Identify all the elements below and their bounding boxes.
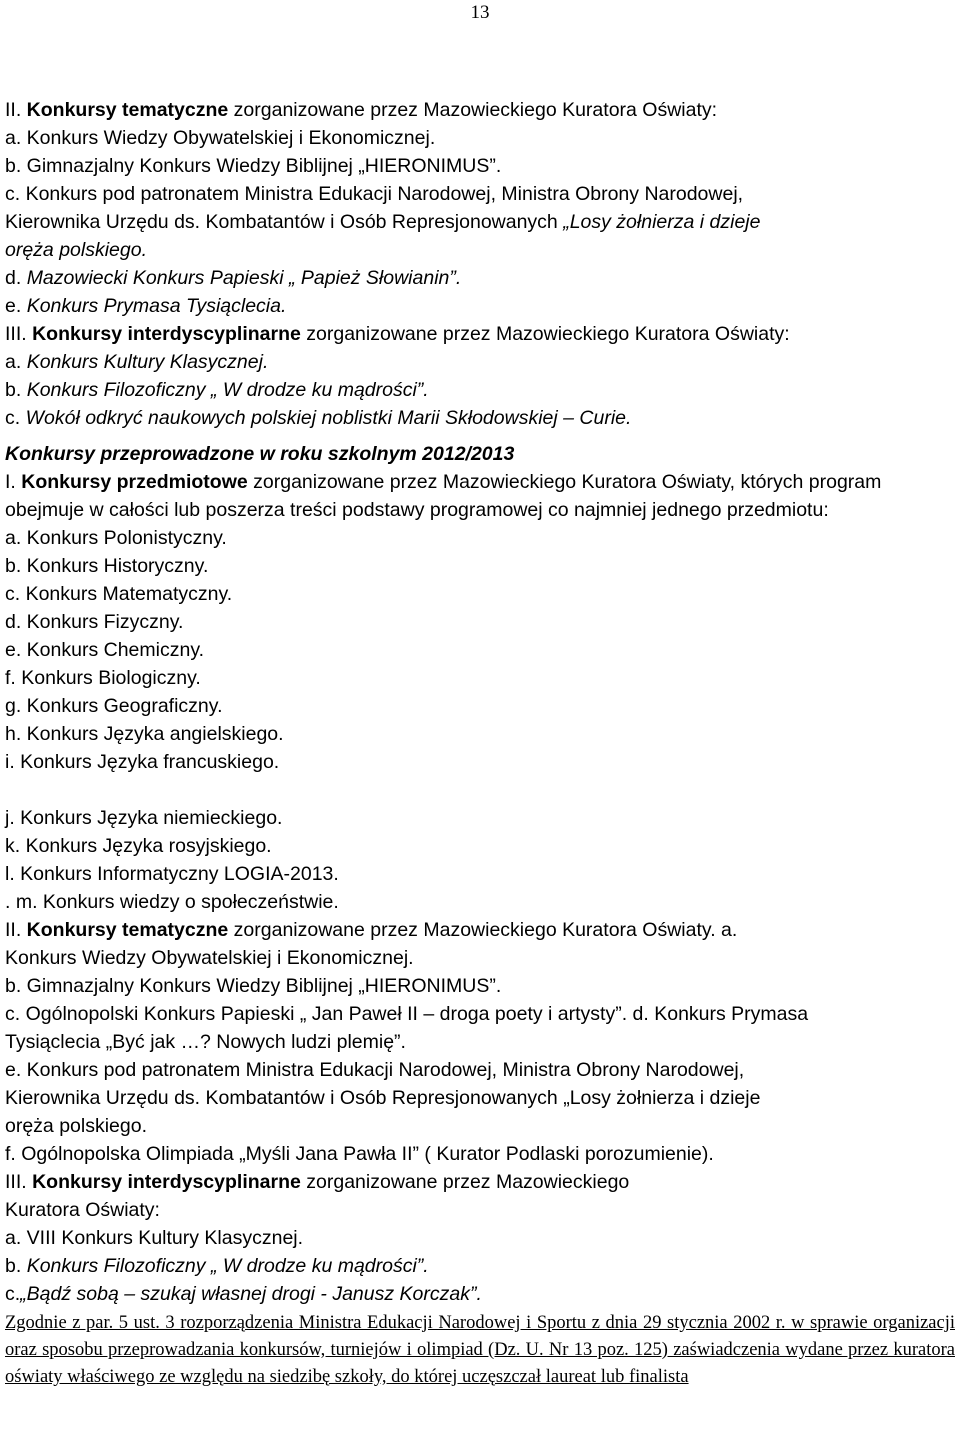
list-item: c. Ogólnopolski Konkurs Papieski „ Jan Paweł II – droga poety i artysty”. d. Konkurs Prymasa: [5, 1003, 809, 1025]
spacer: [5, 776, 955, 804]
list-item: b. Gimnazjalny Konkurs Wiedzy Biblijnej „HIERONIMUS”.: [5, 975, 502, 997]
list-item: Kierownika Urzędu ds. Kombatantów i Osób Represjonowanych „Losy żołnierza i dzieje: [5, 1087, 761, 1109]
list-item: g. Konkurs Geograficzny.: [5, 695, 223, 717]
list-item: l. Konkurs Informatyczny LOGIA-2013.: [5, 863, 339, 885]
list-item: c. Konkurs pod patronatem Ministra Edukacji Narodowej, Ministra Obrony Narodowej,: [5, 183, 744, 205]
list-item: b. Konkurs Historyczny.: [5, 555, 209, 577]
list-item: oręża polskiego.: [5, 239, 148, 261]
list-item: e. Konkurs Chemiczny.: [5, 639, 205, 661]
page-number: 13: [470, 2, 490, 23]
list-item: II. Konkursy tematyczne zorganizowane przez Mazowieckiego Kuratora Oświaty. a.: [5, 919, 738, 941]
list-item: c. Konkurs Matematyczny.: [5, 583, 233, 605]
list-item: b. Gimnazjalny Konkurs Wiedzy Biblijnej „HIERONIMUS”.: [5, 155, 502, 177]
list-item: k. Konkurs Języka rosyjskiego.: [5, 835, 272, 857]
list-item: a. Konkurs Wiedzy Obywatelskiej i Ekonomicznej.: [5, 127, 436, 149]
list-item: III. Konkursy interdyscyplinarne zorganizowane przez Mazowieckiego: [5, 1171, 630, 1193]
section-heading: Konkursy przeprowadzone w roku szkolnym 2012/2013: [5, 443, 515, 465]
intro-paragraph: I. Konkursy przedmiotowe zorganizowane przez Mazowieckiego Kuratora Oświaty, których program obejmuje w całości lub poszerza treści podstawy programowej co najmniej jednego przedmiotu:: [5, 471, 882, 521]
page-content: [5, 96, 955, 1391]
list-item: d. Mazowiecki Konkurs Papieski „ Papież Słowianin”.: [5, 267, 462, 289]
list-item: Kierownika Urzędu ds. Kombatantów i Osób Represjonowanych „Losy żołnierza i dzieje: [5, 211, 761, 233]
list-item: i. Konkurs Języka francuskiego.: [5, 751, 280, 773]
list-item: c.„Bądź sobą – szukaj własnej drogi - Janusz Korczak”.: [5, 1283, 482, 1305]
list-item: . m. Konkurs wiedzy o społeczeństwie.: [5, 891, 339, 913]
list-item: h. Konkurs Języka angielskiego.: [5, 723, 284, 745]
subject-competitions-list: [5, 524, 955, 776]
list-item: Kuratora Oświaty:: [5, 1199, 160, 1221]
list-item: a. Konkurs Kultury Klasycznej.: [5, 351, 269, 373]
section-2011-competitions: [5, 96, 955, 432]
list-item: d. Konkurs Fizyczny.: [5, 611, 184, 633]
list-item: e. Konkurs Prymasa Tysiąclecia.: [5, 295, 287, 317]
list-item: j. Konkurs Języka niemieckiego.: [5, 807, 283, 829]
subject-competitions-list-continued: [5, 804, 955, 916]
list-item: II. Konkursy tematyczne zorganizowane przez Mazowieckiego Kuratora Oświaty:: [5, 99, 718, 121]
list-item: b. Konkurs Filozoficzny „ W drodze ku mądrości”.: [5, 379, 429, 401]
list-item: f. Konkurs Biologiczny.: [5, 667, 201, 689]
list-item: III. Konkursy interdyscyplinarne zorganizowane przez Mazowieckiego Kuratora Oświaty:: [5, 323, 790, 345]
list-item: e. Konkurs pod patronatem Ministra Edukacji Narodowej, Ministra Obrony Narodowej,: [5, 1059, 745, 1081]
list-item: c. Wokół odkryć naukowych polskiej noblistki Marii Skłodowskiej – Curie.: [5, 407, 632, 429]
list-item: a. Konkurs Polonistyczny.: [5, 527, 227, 549]
list-item: Tysiąclecia „Być jak …? Nowych ludzi plemię”.: [5, 1031, 406, 1053]
list-item: f. Ogólnopolska Olimpiada „Myśli Jana Pawła II” ( Kurator Podlaski porozumienie).: [5, 1143, 714, 1165]
section-2012-thematic-competitions: [5, 916, 955, 1308]
list-item: a. VIII Konkurs Kultury Klasycznej.: [5, 1227, 304, 1249]
list-item: oręża polskiego.: [5, 1115, 148, 1137]
list-item: b. Konkurs Filozoficzny „ W drodze ku mądrości”.: [5, 1255, 429, 1277]
list-item: Konkurs Wiedzy Obywatelskiej i Ekonomicznej.: [5, 947, 414, 969]
legal-footnote: Zgodnie z par. 5 ust. 3 rozporządzenia Ministra Edukacji Narodowej i Sportu z dnia 29 stycznia 2002 r. w sprawie organizacji oraz sposobu przeprowadzania konkursów, turniejów i olimpiad (Dz. U. Nr 13 poz. 125) zaświadczenia wydane przez kuratora oświaty właściwego ze względu na siedzibę szkoły, do której uczęszczał laureat lub finalista: [5, 1313, 955, 1387]
